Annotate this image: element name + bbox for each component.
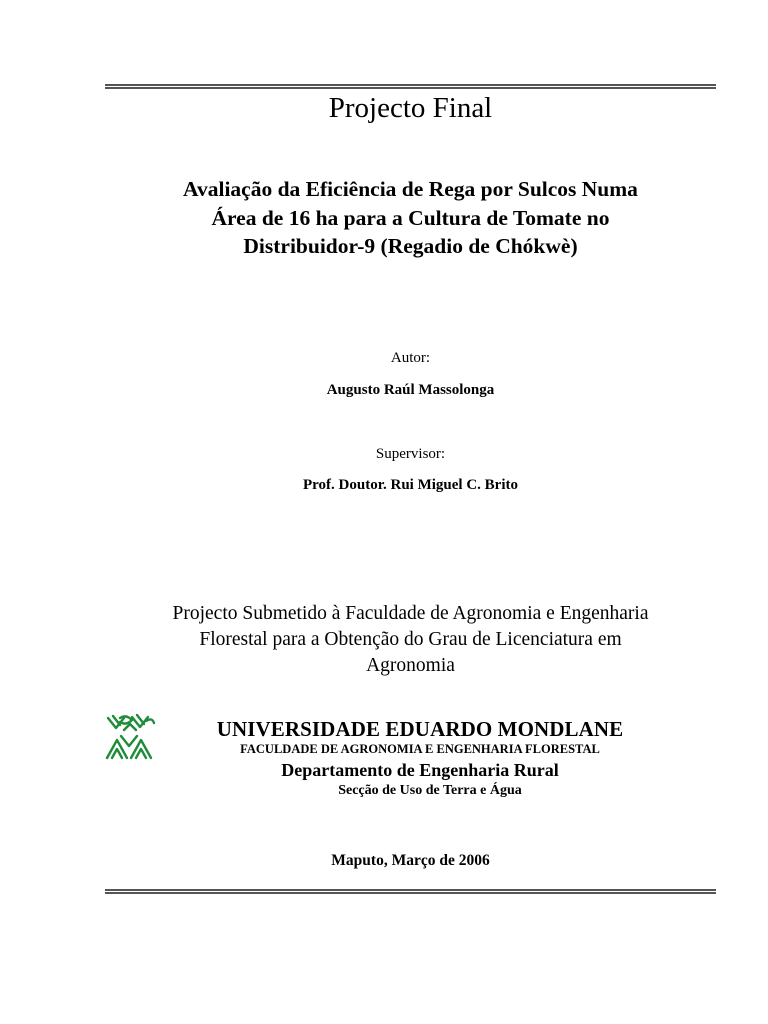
university-name: UNIVERSIDADE EDUARDO MONDLANE [216, 717, 624, 741]
university-logo-icon [104, 712, 156, 764]
supervisor-label: Supervisor: [375, 446, 446, 462]
department-name: Departamento de Engenharia Rural [281, 760, 559, 780]
author-label: Autor: [390, 350, 431, 366]
submission-line: Projecto Submetido à Faculdade de Agronomia e Engenharia [172, 603, 649, 624]
section-name: Secção de Uso de Terra e Água [338, 783, 522, 798]
place-date: Maputo, Março de 2006 [331, 852, 490, 869]
thesis-title [105, 175, 716, 261]
faculty-name: FACULDADE DE AGRONOMIA E ENGENHARIA FLORESTAL [240, 742, 600, 756]
bottom-divider [105, 889, 716, 894]
top-divider [105, 84, 716, 89]
thesis-title-line: Área de 16 ha para a Cultura de Tomate no [211, 205, 610, 230]
submission-statement [105, 601, 716, 679]
document-type: Projecto Final [328, 92, 493, 124]
submission-line: Agronomia [366, 655, 455, 676]
author-name: Augusto Raúl Massolonga [326, 382, 495, 398]
supervisor-name: Prof. Doutor. Rui Miguel C. Brito [303, 477, 518, 493]
thesis-title-line: Avaliação da Eficiência de Rega por Sulcos Numa [183, 177, 638, 201]
thesis-title-line: Distribuidor-9 (Regadio de Chókwè) [243, 234, 578, 258]
submission-line: Florestal para a Obtenção do Grau de Licenciatura em [199, 629, 622, 650]
